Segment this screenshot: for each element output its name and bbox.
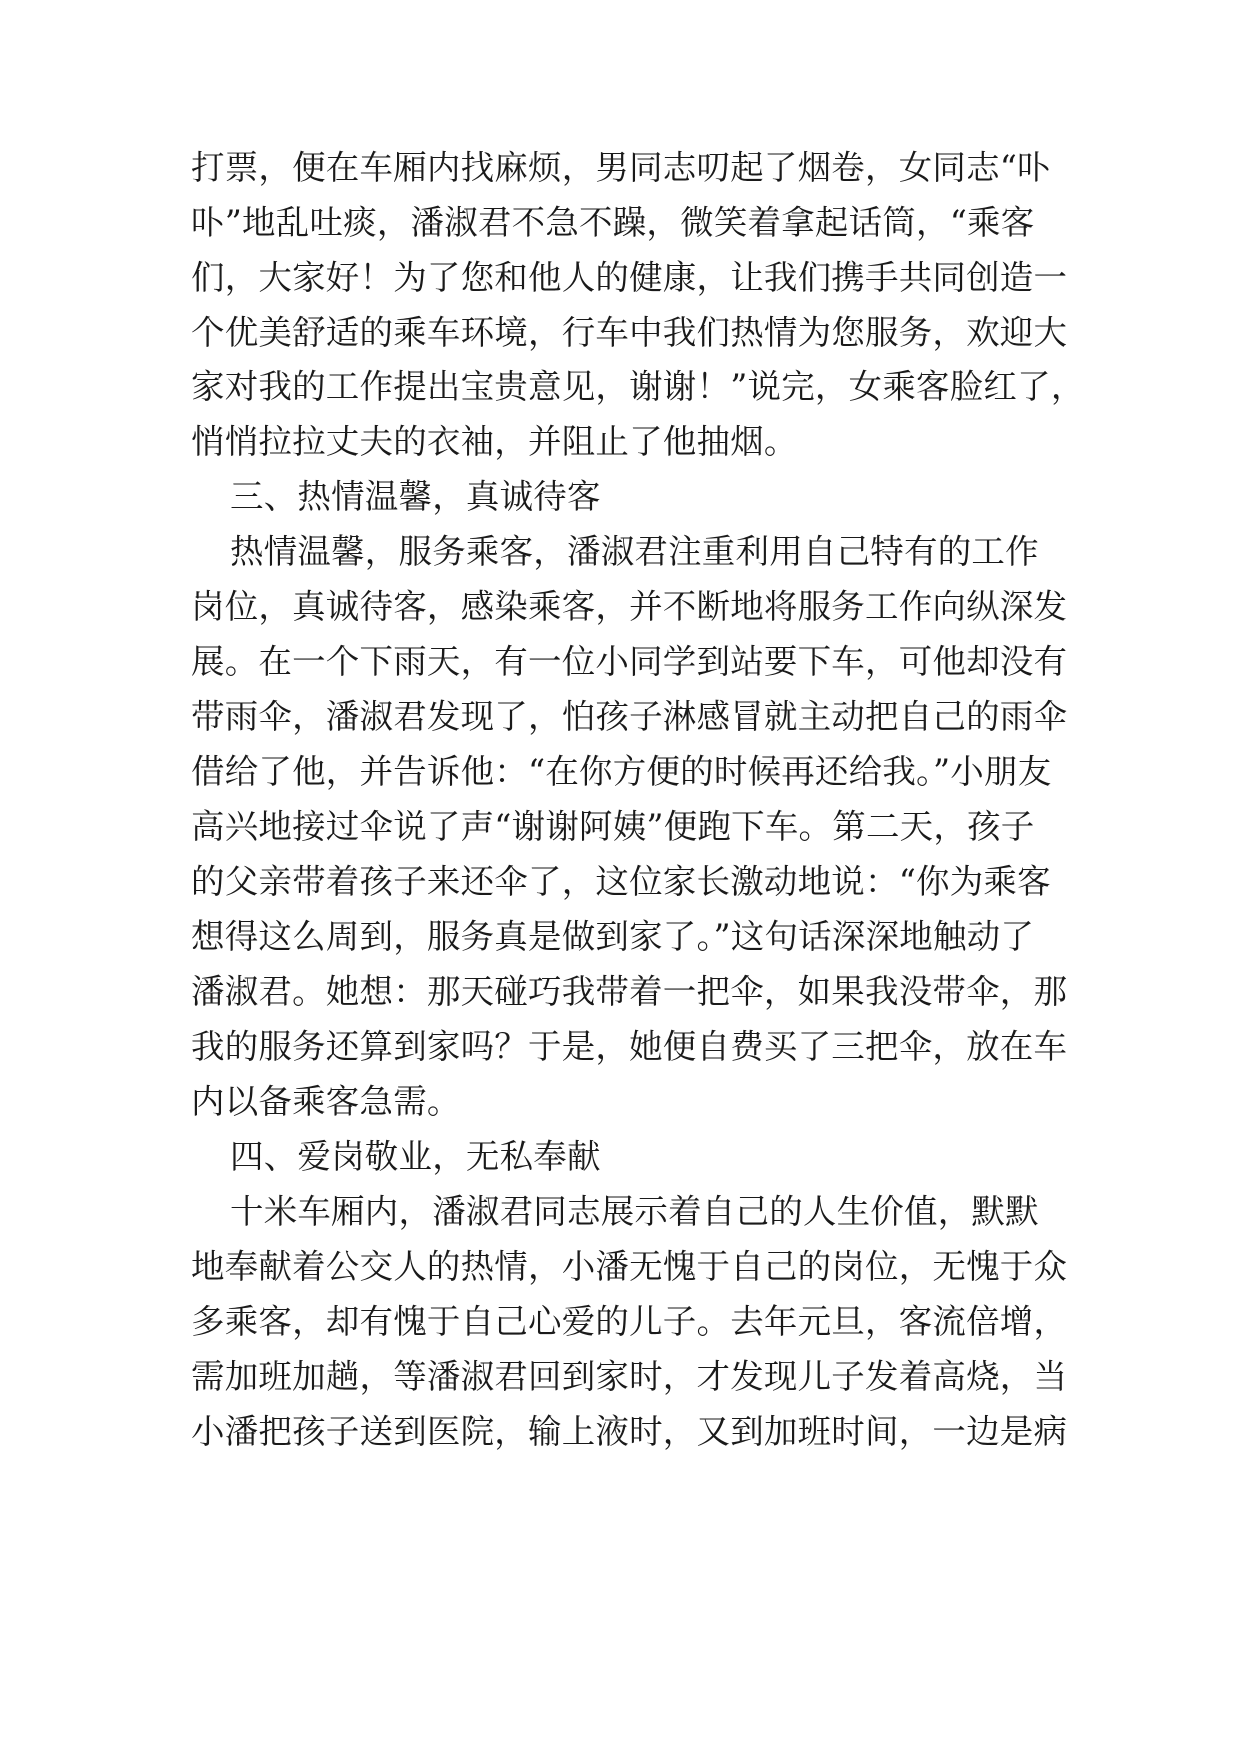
body-text-line: 带雨伞，潘淑君发现了，怕孩子淋感冒就主动把自己的雨伞 [191, 697, 1068, 736]
section-heading: 三、热情温馨，真诚待客 [230, 477, 601, 516]
section-heading: 四、爱岗敬业，无私奉献 [230, 1137, 601, 1176]
body-text-line: 地奉献着公交人的热情，小潘无愧于自己的岗位，无愧于众 [191, 1247, 1068, 1286]
body-text-line: 展。在一个下雨天，有一位小同学到站要下车，可他却没有 [191, 642, 1068, 681]
body-text-line: 想得这么周到，服务真是做到家了。”这句话深深地触动了 [191, 917, 1035, 956]
body-text-line: 家对我的工作提出宝贵意见，谢谢！”说完，女乘客脸红了， [191, 367, 1085, 406]
body-text-line: 的父亲带着孩子来还伞了，这位家长激动地说：“你为乘客 [191, 862, 1051, 901]
body-text-line: 岗位，真诚待客，感染乘客，并不断地将服务工作向纵深发 [191, 587, 1068, 626]
body-text-line: 需加班加趟，等潘淑君回到家时，才发现儿子发着高烧，当 [191, 1357, 1068, 1396]
paragraph-first-line: 十米车厢内，潘淑君同志展示着自己的人生价值，默默 [230, 1192, 1039, 1231]
body-text-line: 借给了他，并告诉他：“在你方便的时候再还给我。”小朋友 [191, 752, 1052, 791]
body-text-line: 多乘客，却有愧于自己心爱的儿子。去年元旦，客流倍增， [191, 1302, 1068, 1341]
body-text-line: 内以备乘客急需。 [191, 1082, 461, 1121]
body-text-line: 卟”地乱吐痰，潘淑君不急不躁，微笑着拿起话筒，“乘客 [191, 203, 1035, 242]
body-text-line: 个优美舒适的乘车环境，行车中我们热情为您服务，欢迎大 [191, 313, 1068, 352]
body-text-line: 小潘把孩子送到医院，输上液时，又到加班时间，一边是病 [191, 1412, 1068, 1451]
body-text-line: 高兴地接过伞说了声“谢谢阿姨”便跑下车。第二天，孩子 [191, 807, 1035, 846]
body-text-line: 们，大家好！为了您和他人的健康，让我们携手共同创造一 [191, 258, 1068, 297]
body-text-line: 悄悄拉拉丈夫的衣袖，并阻止了他抽烟。 [191, 422, 798, 461]
paragraph-first-line: 热情温馨，服务乘客，潘淑君注重利用自己特有的工作 [230, 532, 1039, 571]
body-text-line: 打票，便在车厢内找麻烦，男同志叨起了烟卷，女同志“卟 [191, 148, 1051, 187]
body-text-line: 我的服务还算到家吗？于是，她便自费买了三把伞，放在车 [191, 1027, 1068, 1066]
body-text-line: 潘淑君。她想：那天碰巧我带着一把伞，如果我没带伞，那 [191, 972, 1068, 1011]
